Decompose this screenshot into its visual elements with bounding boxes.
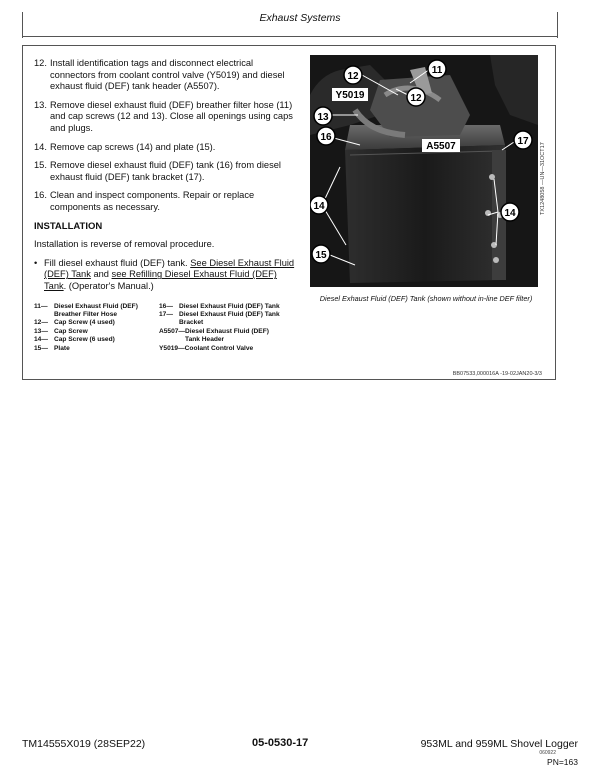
label-a5507 — [422, 139, 460, 152]
link-refilling-def-tank[interactable]: see Refilling Diesel Exhaust Fluid (DEF) Tank — [44, 269, 277, 291]
step-text: Remove diesel exhaust fluid (DEF) tank (16) from diesel exhaust fluid (DEF) tank bracket (17). — [50, 160, 281, 182]
step-number: 15. — [34, 160, 47, 171]
svg-text:16: 16 — [320, 132, 332, 143]
def-tank-illustration — [310, 55, 538, 287]
bolt-icon — [493, 257, 499, 263]
tank-body — [345, 145, 505, 283]
step-text: Clean and inspect components. Repair or replace components as necessary. — [50, 190, 255, 212]
svg-text:17: 17 — [517, 136, 529, 147]
parts-legend — [34, 303, 296, 353]
figure-code: TX1248058 —UN—31OCT17 — [540, 142, 546, 215]
svg-text:13: 13 — [317, 112, 329, 123]
legend-item: 17— Diesel Exhaust Fluid (DEF) Tank Bracket — [159, 310, 280, 327]
callout-14 — [310, 196, 328, 214]
footer-page-number: 05-0530-17 — [252, 737, 309, 749]
legend-item: 15— Plate — [34, 344, 70, 352]
callout-14 — [501, 203, 519, 221]
def-tank-photo — [310, 55, 538, 287]
callout-15 — [312, 245, 330, 263]
legend-item: A5507— Diesel Exhaust Fluid (DEF) Tank Header — [159, 327, 269, 344]
step-number: 16. — [34, 190, 47, 201]
bullet-icon: • — [34, 257, 38, 268]
label-y5019 — [332, 88, 368, 101]
step-number: 12. — [34, 58, 47, 68]
installation-bullet — [34, 258, 296, 293]
footer-product-name: 953ML and 959ML Shovel Logger — [420, 738, 578, 750]
svg-text:12: 12 — [410, 93, 422, 104]
step-12 — [34, 58, 296, 93]
legend-item: 12— Cap Screw (4 used) — [34, 319, 115, 327]
callout-17 — [514, 131, 532, 149]
svg-text:15: 15 — [315, 250, 327, 261]
step-16 — [34, 190, 296, 213]
procedure-column — [34, 58, 296, 353]
svg-text:11: 11 — [431, 65, 443, 76]
step-number: 13. — [34, 99, 47, 110]
document-id: BB07533,000016A -19-02JAN20-3/3 — [452, 371, 542, 377]
link-def-tank[interactable]: See Diesel Exhaust Fluid (DEF) Tank — [44, 257, 295, 280]
bolt-icon — [485, 210, 491, 216]
legend-column-left — [34, 303, 159, 353]
legend-item: 13— Cap Screw — [34, 327, 88, 335]
callout-11 — [428, 60, 446, 78]
step-text: Remove cap screws (14) and plate (15). — [50, 141, 216, 152]
step-15 — [34, 160, 296, 183]
callout-16 — [317, 127, 335, 145]
callout-13 — [314, 107, 332, 125]
callout-12 — [344, 66, 362, 84]
legend-item: Y5019— Coolant Control Valve — [159, 344, 254, 352]
svg-text:12: 12 — [347, 71, 359, 82]
step-13 — [34, 100, 296, 135]
header-rule — [22, 36, 557, 37]
step-text: Remove diesel exhaust fluid (DEF) breather filter hose (11) and cap screws (12 and 13). Close all openings using caps and plugs. — [50, 99, 293, 133]
svg-text:Y5019: Y5019 — [335, 90, 365, 101]
page-section-title: Exhaust Systems — [259, 12, 341, 24]
legend-item: 16— Diesel Exhaust Fluid (DEF) Tank — [159, 302, 280, 310]
footer-revision: 060922 — [539, 750, 556, 756]
svg-text:14: 14 — [504, 208, 516, 219]
step-text: Install identification tags and disconnect electrical connectors from coolant control valve (Y5019) and diesel exhaust fluid (DEF) tank header (A5507). — [50, 58, 285, 92]
footer-manual-id: TM14555X019 (28SEP22) — [22, 738, 146, 750]
step-number: 14. — [34, 141, 47, 152]
legend-item: 11— Diesel Exhaust Fluid (DEF) Breather Filter Hose — [34, 302, 138, 318]
bullet-and: and — [93, 269, 109, 280]
legend-item: 14— Cap Screw (6 used) — [34, 336, 115, 344]
step-14 — [34, 142, 296, 154]
svg-text:14: 14 — [313, 201, 325, 212]
bullet-suffix: . (Operator's Manual.) — [63, 280, 154, 291]
figure-caption: Diesel Exhaust Fluid (DEF) Tank (shown without in-line DEF filter) — [319, 294, 533, 303]
installation-intro: Installation is reverse of removal procedure. — [34, 239, 215, 250]
bullet-prefix: Fill diesel exhaust fluid (DEF) tank. — [44, 257, 188, 268]
svg-text:A5507: A5507 — [426, 141, 456, 152]
callout-12 — [407, 88, 425, 106]
footer-pn: PN=163 — [547, 757, 578, 767]
legend-column-right — [159, 303, 284, 353]
installation-heading: INSTALLATION — [34, 220, 103, 232]
